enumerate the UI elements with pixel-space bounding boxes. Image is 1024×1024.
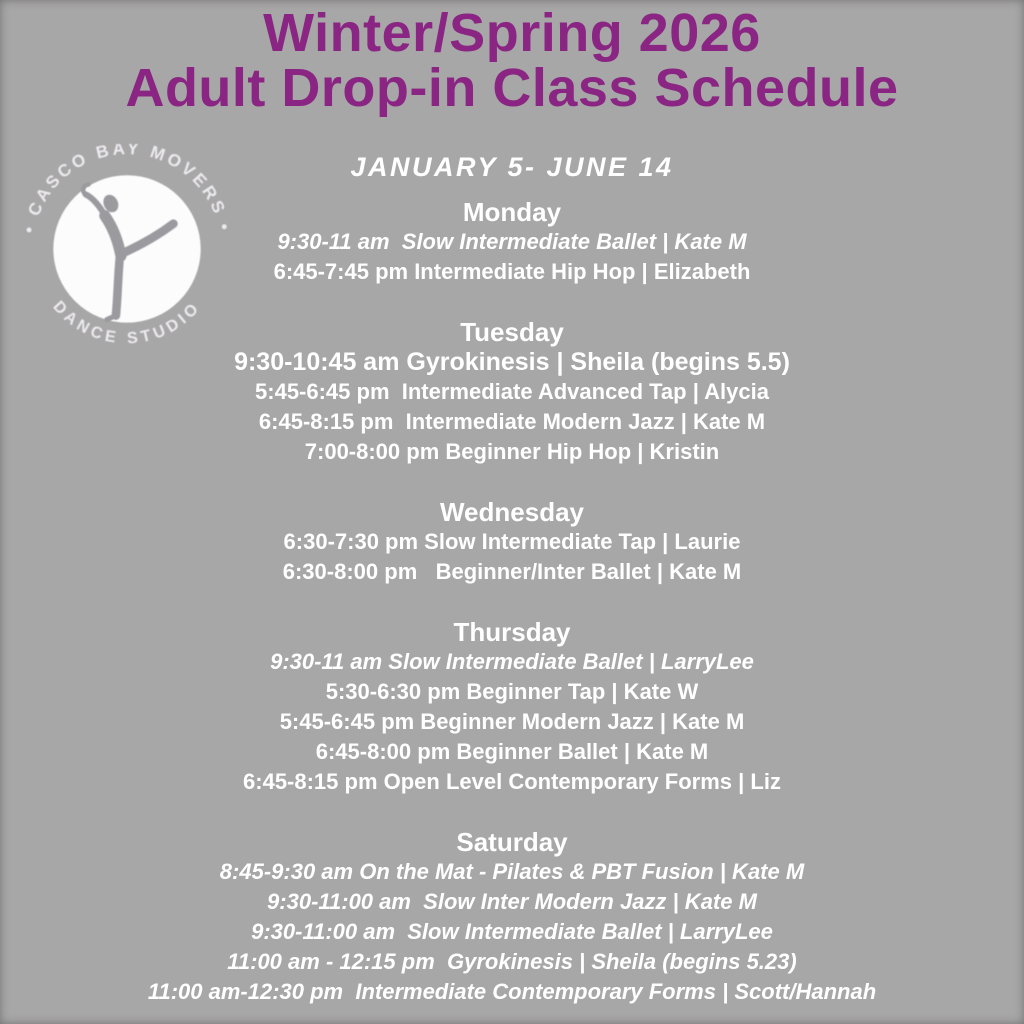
class-entry: 11:00 am - 12:15 pm Gyrokinesis | Sheila (begins 5.23) bbox=[227, 949, 797, 974]
day-header: Thursday bbox=[453, 617, 571, 647]
day-header: Tuesday bbox=[460, 317, 564, 347]
class-entry: 6:45-8:15 pm Open Level Contemporary Forms | Liz bbox=[243, 769, 781, 794]
day-section-tuesday bbox=[0, 317, 1024, 467]
class-entry: 5:30-6:30 pm Beginner Tap | Kate W bbox=[325, 679, 699, 704]
title-line2: Adult Drop-in Class Schedule bbox=[125, 58, 899, 118]
class-entry: 7:00-8:00 pm Beginner Hip Hop | Kristin bbox=[304, 439, 720, 464]
day-section-wednesday bbox=[0, 497, 1024, 587]
page-title bbox=[0, 3, 1024, 118]
schedule bbox=[0, 197, 1024, 1007]
day-section-saturday bbox=[0, 827, 1024, 1007]
day-section-monday bbox=[0, 197, 1024, 287]
class-entry: 6:45-7:45 pm Intermediate Hip Hop | Elizabeth bbox=[273, 259, 751, 284]
day-section-thursday bbox=[0, 617, 1024, 797]
day-header: Wednesday bbox=[439, 497, 584, 527]
class-entry: 8:45-9:30 am On the Mat - Pilates & PBT Fusion | Kate M bbox=[219, 859, 805, 884]
class-entry: 6:45-8:00 pm Beginner Ballet | Kate M bbox=[315, 739, 709, 764]
class-entry: 9:30-11 am Slow Intermediate Ballet | Kate M bbox=[277, 229, 747, 254]
logo-arc-top-text: • CASCO BAY MOVERS • bbox=[20, 144, 234, 235]
class-entry: 9:30-11 am Slow Intermediate Ballet | LarryLee bbox=[270, 649, 754, 674]
class-entry: 9:30-10:45 am Gyrokinesis | Sheila (begins 5.5) bbox=[234, 348, 790, 376]
day-header: Saturday bbox=[456, 827, 568, 857]
date-range: JANUARY 5- JUNE 14 bbox=[350, 152, 674, 182]
class-entry: 6:30-7:30 pm Slow Intermediate Tap | Laurie bbox=[283, 529, 741, 554]
class-entry: 5:45-6:45 pm Intermediate Advanced Tap | Alycia bbox=[255, 379, 769, 404]
class-entry: 11:00 am-12:30 pm Intermediate Contemporary Forms | Scott/Hannah bbox=[147, 979, 877, 1004]
title-line1: Winter/Spring 2026 bbox=[263, 3, 761, 63]
class-entry: 9:30-11:00 am Slow Inter Modern Jazz | Kate M bbox=[267, 889, 757, 914]
class-entry: 6:30-8:00 pm Beginner/Inter Ballet | Kate M bbox=[282, 559, 742, 584]
class-entry: 6:45-8:15 pm Intermediate Modern Jazz | Kate M bbox=[258, 409, 766, 434]
class-entry: 9:30-11:00 am Slow Intermediate Ballet | LarryLee bbox=[251, 919, 773, 944]
day-header: Monday bbox=[462, 197, 562, 227]
class-entry: 5:45-6:45 pm Beginner Modern Jazz | Kate M bbox=[279, 709, 745, 734]
logo-arc-bottom-text: DANCE STUDIO bbox=[49, 297, 205, 348]
